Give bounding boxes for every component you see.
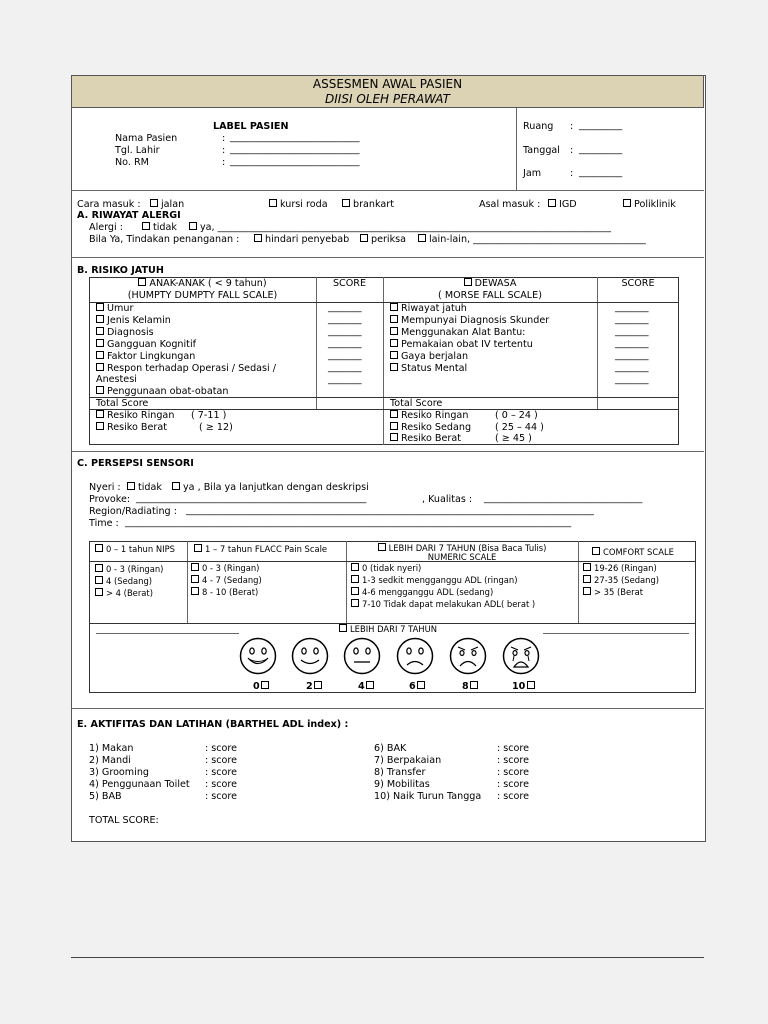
numeric-scale-label: NUMERIC SCALE [427, 552, 497, 562]
adl-item: 4) Penggunaan Toilet [89, 779, 190, 790]
face-6-sad-icon [396, 637, 434, 675]
checkbox-icon[interactable] [254, 234, 262, 242]
rm-label: No. RM [115, 157, 149, 168]
form-title: ASSESMEN AWAL PASIEN [312, 77, 463, 91]
opt-kursi-roda-label: kursi roda [280, 199, 328, 210]
adult-item[interactable] [390, 315, 549, 326]
face-label-10[interactable] [512, 681, 538, 692]
opt-jalan[interactable] [150, 199, 184, 210]
ruang-field[interactable]: _________ [579, 120, 623, 131]
checkbox-icon[interactable] [96, 351, 104, 359]
face-label-text: 4 [358, 681, 365, 692]
sensory-title: C. PERSEPSI SENSORI [77, 458, 194, 469]
numeric-option-label: 7-10 Tidak dapat melakukan ADL( berat ) [362, 599, 536, 609]
nips-option[interactable] [95, 576, 152, 586]
child-header-scale: (HUMPTY DUMPTY FALL SCALE) [127, 290, 278, 301]
flacc-option[interactable] [191, 587, 258, 597]
checkbox-icon[interactable] [390, 433, 398, 441]
cara-masuk-label: Cara masuk : [77, 199, 141, 210]
adl-score[interactable]: : score [497, 755, 530, 766]
adl-score[interactable]: : score [205, 767, 238, 778]
checkbox-icon[interactable] [96, 339, 104, 347]
patient-label-title: LABEL PASIEN [213, 121, 289, 132]
name-colon: : [222, 133, 226, 144]
rm-field[interactable]: ___________________________ [230, 156, 360, 167]
alergi-label: Alergi : [89, 222, 123, 233]
comfort-option[interactable] [583, 587, 643, 597]
risk-label: Resiko Berat [107, 422, 168, 433]
checkbox-icon[interactable] [95, 588, 103, 596]
time-field[interactable]: _____________________________________________________________________________________________ [125, 517, 572, 528]
section-divider [71, 451, 704, 452]
comfort-option[interactable] [583, 575, 659, 585]
checkbox-icon[interactable] [390, 351, 398, 359]
adult-item[interactable] [390, 363, 467, 374]
checkbox-icon[interactable] [261, 681, 269, 689]
risk-range: ( 7-11 ) [191, 410, 227, 421]
numeric-option-label: 0 (tidak nyeri) [362, 563, 422, 573]
checkbox-icon[interactable] [390, 339, 398, 347]
numeric-option[interactable] [351, 563, 421, 573]
child-item-label: Jenis Kelamin [107, 315, 171, 326]
face-label-text: 6 [409, 681, 416, 692]
score-blank[interactable]: _______ [328, 314, 362, 325]
table-col-line [578, 541, 579, 623]
footer-rule [71, 957, 704, 958]
tanggal-field[interactable]: _________ [579, 144, 623, 155]
child-header [89, 278, 316, 289]
child-item[interactable] [96, 386, 228, 397]
opt-kursi-roda[interactable] [269, 199, 328, 210]
alergi-ya[interactable] [189, 222, 611, 233]
face-label-6[interactable] [409, 681, 428, 692]
adl-score[interactable]: : score [205, 743, 238, 754]
nips-option[interactable] [95, 564, 163, 574]
checkbox-icon[interactable] [95, 544, 103, 552]
child-item-label: Gangguan Kognitif [107, 339, 196, 350]
checkbox-icon[interactable] [390, 410, 398, 418]
face-2-happy-icon [291, 637, 329, 675]
face-4-neutral-icon [343, 637, 381, 675]
checkbox-icon[interactable] [191, 575, 199, 583]
checkbox-icon[interactable] [95, 576, 103, 584]
checkbox-icon[interactable] [127, 482, 135, 490]
provoke-label: Provoke: [89, 494, 131, 505]
flacc-header [194, 544, 327, 554]
adult-total-score: Total Score [390, 398, 443, 409]
child-item[interactable] [96, 327, 154, 338]
allergy-title: A. RIWAYAT ALERGI [77, 210, 181, 221]
name-label: Nama Pasien [115, 133, 178, 144]
form-subtitle: DIISI OLEH PERAWAT [325, 92, 450, 106]
child-risk-berat[interactable] [96, 422, 233, 433]
nyeri-tidak-label: tidak [138, 482, 162, 493]
ruang-colon: : [570, 121, 574, 132]
checkbox-icon[interactable] [527, 681, 535, 689]
comfort-option-label: 19-26 (Ringan) [594, 563, 657, 573]
adult-item[interactable] [390, 339, 533, 350]
score-blank[interactable]: _______ [328, 362, 362, 373]
checkbox-icon[interactable] [351, 587, 359, 595]
nips-header [95, 544, 175, 554]
adult-item-label: Status Mental [401, 363, 468, 374]
flacc-option-label: 4 - 7 (Sedang) [202, 575, 262, 585]
flacc-option[interactable] [191, 563, 259, 573]
adl-score[interactable]: : score [497, 767, 530, 778]
score-blank[interactable]: _______ [615, 338, 649, 349]
flacc-header-label: 1 – 7 tahun FLACC Pain Scale [205, 544, 328, 554]
adl-item: 6) BAK [374, 743, 407, 754]
adult-score-header: SCORE [621, 278, 655, 289]
checkbox-icon[interactable] [95, 564, 103, 572]
checkbox-icon[interactable] [351, 563, 359, 571]
bila-ya-label: Bila Ya, Tindakan penanganan : [89, 234, 240, 245]
score-blank[interactable]: _______ [615, 362, 649, 373]
adult-header-label: DEWASA [474, 278, 517, 289]
risk-range: ( ≥ 45 ) [495, 433, 532, 444]
checkbox-icon[interactable] [96, 303, 104, 311]
patient-bottom-line [71, 190, 704, 191]
score-blank[interactable]: _______ [328, 338, 362, 349]
face-8-unhappy-icon [449, 637, 487, 675]
checkbox-icon[interactable] [470, 681, 478, 689]
checkbox-icon[interactable] [96, 363, 104, 371]
adl-item: 9) Mobilitas [374, 779, 430, 790]
comfort-header-label: COMFORT SCALE [603, 547, 674, 557]
adult-header [383, 278, 597, 289]
adl-score[interactable]: : score [205, 755, 238, 766]
numeric-option[interactable] [351, 599, 535, 609]
face-10-crying-icon [502, 637, 540, 675]
adult-item-label: Menggunakan Alat Bantu: [401, 327, 526, 338]
adult-item-label: Pemakaian obat IV tertentu [401, 339, 533, 350]
fall-risk-title: B. RISIKO JATUH [77, 265, 164, 276]
adult-item[interactable] [390, 327, 525, 338]
table-row-line [89, 397, 679, 398]
faces-rule-right [543, 633, 689, 634]
table-row-line [89, 302, 679, 303]
opt-igd[interactable] [548, 199, 577, 210]
checkbox-icon[interactable] [366, 681, 374, 689]
opt-periksa-label: periksa [371, 234, 407, 245]
adl-score[interactable]: : score [205, 779, 238, 790]
checkbox-icon[interactable] [150, 199, 158, 207]
ruang-label: Ruang [523, 121, 554, 132]
table-col-line [597, 277, 598, 410]
checkbox-icon[interactable] [189, 222, 197, 230]
checkbox-icon[interactable] [142, 222, 150, 230]
checkbox-icon[interactable] [339, 624, 347, 632]
adl-item: 10) Naik Turun Tangga [374, 791, 482, 802]
risk-label: Resiko Ringan [401, 410, 469, 421]
adl-item: 3) Grooming [89, 767, 149, 778]
adult-item-label: Riwayat jatuh [401, 303, 467, 314]
name-field[interactable]: ___________________________ [230, 132, 360, 143]
checkbox-icon[interactable] [623, 199, 631, 207]
face-label-text: 10 [512, 681, 526, 692]
adl-item: 2) Mandi [89, 755, 131, 766]
checkbox-icon[interactable] [96, 386, 104, 394]
checkbox-icon[interactable] [390, 422, 398, 430]
checkbox-icon[interactable] [96, 422, 104, 430]
child-header-label: ANAK-ANAK ( < 9 tahun) [149, 278, 267, 289]
child-score-header: SCORE [332, 278, 367, 289]
patient-divider [516, 108, 517, 190]
score-blank[interactable]: _______ [328, 302, 362, 313]
checkbox-icon[interactable] [96, 315, 104, 323]
checkbox-icon[interactable] [583, 587, 591, 595]
opt-lainlain[interactable] [418, 234, 646, 245]
nips-header-label: 0 – 1 tahun NIPS [106, 544, 175, 554]
face-label-2[interactable] [306, 681, 325, 692]
risk-range: ( 25 – 44 ) [495, 422, 544, 433]
checkbox-icon[interactable] [583, 575, 591, 583]
kualitas-field[interactable]: _________________________________ [484, 493, 643, 504]
checkbox-icon[interactable] [314, 681, 322, 689]
risk-label: Resiko Berat [401, 433, 462, 444]
faces-header-label: LEBIH DARI 7 TAHUN [350, 624, 437, 634]
adl-score[interactable]: : score [205, 791, 238, 802]
time-label: Time : [89, 518, 119, 529]
checkbox-icon[interactable] [96, 410, 104, 418]
adl-total-score[interactable]: TOTAL SCORE: [89, 815, 159, 826]
opt-poliklinik[interactable] [623, 199, 676, 210]
checkbox-icon[interactable] [360, 234, 368, 242]
comfort-header [592, 547, 674, 557]
flacc-option-label: 8 - 10 (Berat) [202, 587, 259, 597]
adult-item[interactable] [390, 351, 468, 362]
adl-item: 5) BAB [89, 791, 122, 802]
score-blank[interactable]: _______ [328, 350, 362, 361]
face-label-0[interactable] [253, 681, 272, 692]
alergi-tidak[interactable] [142, 222, 177, 233]
score-blank[interactable]: _______ [615, 374, 649, 385]
nips-option-label: 0 - 3 (Ringan) [106, 564, 164, 574]
checkbox-icon[interactable] [138, 278, 146, 286]
checkbox-icon[interactable] [342, 199, 350, 207]
adl-title: E. AKTIFITAS DAN LATIHAN (BARTHEL ADL index) : [77, 719, 349, 730]
checkbox-icon[interactable] [96, 327, 104, 335]
numeric-header-label: LEBIH DARI 7 TAHUN (Bisa Baca Tulis) [388, 543, 547, 553]
adult-header-scale: ( MORSE FALL SCALE) [438, 290, 542, 301]
comfort-option-label: 27-35 (Sedang) [594, 575, 660, 585]
opt-igd-label: IGD [559, 199, 577, 210]
opt-hindari[interactable] [254, 234, 349, 245]
child-item[interactable] [96, 303, 133, 314]
numeric-option-label: 1-3 sedkit mengganggu ADL (ringan) [362, 575, 518, 585]
adl-item: 1) Makan [89, 743, 134, 754]
comfort-option[interactable] [583, 563, 657, 573]
region-label: Region/Radiating : [89, 506, 177, 517]
score-blank[interactable]: _______ [615, 314, 649, 325]
tanggal-colon: : [570, 145, 574, 156]
child-item-label: Respon terhadap Operasi / Sedasi / [107, 363, 277, 374]
dob-label: Tgl. Lahir [115, 145, 160, 156]
jam-label: Jam [523, 168, 542, 179]
provoke-field[interactable]: ________________________________________________ [136, 493, 367, 504]
risk-label: Resiko Ringan [107, 410, 175, 421]
section-divider [71, 708, 704, 709]
flacc-option-label: 0 - 3 (Ringan) [202, 563, 260, 573]
nips-option-label: > 4 (Berat) [106, 588, 153, 598]
checkbox-icon[interactable] [191, 587, 199, 595]
dob-field[interactable]: ___________________________ [230, 144, 360, 155]
checkbox-icon[interactable] [390, 363, 398, 371]
nips-option[interactable] [95, 588, 153, 598]
child-item-label: Diagnosis [107, 327, 154, 338]
checkbox-icon[interactable] [351, 575, 359, 583]
flacc-option[interactable] [191, 575, 262, 585]
checkbox-icon[interactable] [351, 599, 359, 607]
adl-item: 7) Berpakaian [374, 755, 442, 766]
checkbox-icon[interactable] [583, 563, 591, 571]
nyeri-ya[interactable] [172, 482, 369, 493]
child-item[interactable] [96, 315, 171, 326]
alergi-ya-label: ya, __________________________________________________________________________________ [200, 222, 611, 233]
dob-colon: : [222, 145, 226, 156]
child-total-score: Total Score [96, 398, 149, 409]
region-field[interactable]: _____________________________________________________________________________________ [186, 505, 594, 516]
numeric-option[interactable] [351, 575, 517, 585]
adl-score[interactable]: : score [497, 743, 530, 754]
face-0-smile-icon [239, 637, 277, 675]
face-label-text: 0 [253, 681, 260, 692]
jam-field[interactable]: _________ [579, 167, 623, 178]
face-label-4[interactable] [358, 681, 377, 692]
face-label-text: 2 [306, 681, 313, 692]
asal-masuk-label: Asal masuk : [479, 199, 541, 210]
checkbox-icon[interactable] [464, 278, 472, 286]
face-label-text: 8 [462, 681, 469, 692]
opt-brankart-label: brankart [353, 199, 394, 210]
checkbox-icon[interactable] [390, 303, 398, 311]
score-blank[interactable]: _______ [615, 350, 649, 361]
adult-item-label: Mempunyai Diagnosis Skunder [401, 315, 550, 326]
child-item-label: Penggunaan obat-obatan [107, 386, 229, 397]
checkbox-icon[interactable] [390, 315, 398, 323]
adult-risk-sedang[interactable] [390, 422, 544, 433]
tanggal-label: Tanggal [523, 145, 560, 156]
adult-item-label: Gaya berjalan [401, 351, 469, 362]
kualitas-label: , Kualitas : [422, 494, 473, 505]
checkbox-icon[interactable] [194, 544, 202, 552]
child-item[interactable] [96, 339, 196, 350]
adl-score[interactable]: : score [497, 779, 530, 790]
nyeri-ya-label: ya , Bila ya lanjutkan dengan deskripsi [183, 482, 369, 493]
child-item-cont: Anestesi [96, 374, 137, 385]
score-blank[interactable]: _______ [615, 302, 649, 313]
table-col-line [316, 277, 317, 410]
opt-hindari-label: hindari penyebab [265, 234, 350, 245]
table-col-line [187, 541, 188, 623]
adl-item: 8) Transfer [374, 767, 426, 778]
alergi-tidak-label: tidak [153, 222, 177, 233]
checkbox-icon[interactable] [390, 327, 398, 335]
checkbox-icon[interactable] [548, 199, 556, 207]
numeric-option-label: 4-6 mengganggu ADL (sedang) [362, 587, 494, 597]
numeric-option[interactable] [351, 587, 493, 597]
comfort-option-label: > 35 (Berat [594, 587, 644, 597]
opt-poliklinik-label: Poliklinik [634, 199, 676, 210]
checkbox-icon[interactable] [418, 234, 426, 242]
face-label-8[interactable] [462, 681, 481, 692]
adult-risk-ringan[interactable] [390, 410, 538, 421]
opt-brankart[interactable] [342, 199, 394, 210]
opt-lainlain-label: lain-lain, ____________________________________ [429, 234, 646, 245]
checkbox-icon[interactable] [417, 681, 425, 689]
faces-rule-left [96, 633, 239, 634]
nyeri-tidak[interactable] [127, 482, 162, 493]
checkbox-icon[interactable] [592, 547, 600, 555]
score-blank[interactable]: _______ [615, 326, 649, 337]
child-item-label: Faktor Lingkungan [107, 351, 196, 362]
checkbox-icon[interactable] [172, 482, 180, 490]
faces-header [339, 624, 437, 634]
checkbox-icon[interactable] [191, 563, 199, 571]
child-item[interactable] [96, 363, 276, 374]
adult-risk-berat[interactable] [390, 433, 532, 444]
checkbox-icon[interactable] [378, 543, 386, 551]
section-divider [71, 257, 704, 258]
rm-colon: : [222, 157, 226, 168]
checkbox-icon[interactable] [269, 199, 277, 207]
opt-jalan-label: jalan [161, 199, 185, 210]
nyeri-label: Nyeri : [89, 482, 121, 493]
score-blank[interactable]: _______ [328, 326, 362, 337]
adl-score[interactable]: : score [497, 791, 530, 802]
child-item-label: Umur [107, 303, 134, 314]
child-item[interactable] [96, 351, 195, 362]
risk-label: Resiko Sedang [401, 422, 472, 433]
adult-item[interactable] [390, 303, 467, 314]
risk-range: ( 0 – 24 ) [495, 410, 538, 421]
nips-option-label: 4 (Sedang) [106, 576, 153, 586]
score-blank[interactable]: _______ [328, 374, 362, 385]
opt-periksa[interactable] [360, 234, 406, 245]
risk-range: ( ≥ 12) [199, 422, 233, 433]
jam-colon: : [570, 168, 574, 179]
child-risk-ringan[interactable] [96, 410, 226, 421]
